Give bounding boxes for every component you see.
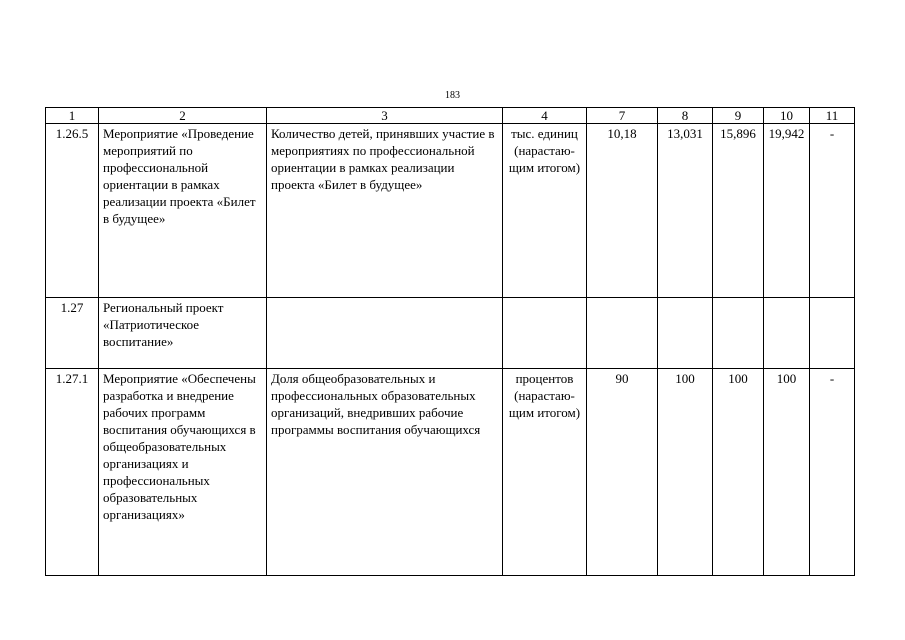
- row-name: Мероприятие «Обеспечены разработка и внедрение рабочих программ воспитания обучающихся в общеобразовательных организациях и профессиональных образовательных организациях»: [99, 369, 267, 576]
- row-name: Региональный проект «Патриотическое воспитание»: [99, 298, 267, 369]
- row-unit: тыс. единиц (нарастаю-щим итогом): [503, 124, 587, 298]
- row-indicator: Доля общеобразовательных и профессиональных образовательных организаций, внедривших рабочие программы воспитания обучающихся: [267, 369, 503, 576]
- row-name: Мероприятие «Проведение мероприятий по профессиональной ориентации в рамках реализации проекта «Билет в будущее»: [99, 124, 267, 298]
- row-value-11: [810, 298, 855, 369]
- header-cell: 3: [267, 108, 503, 124]
- row-value-8: 100: [658, 369, 713, 576]
- header-cell: 7: [587, 108, 658, 124]
- table-row: [46, 124, 855, 298]
- row-value-7: 10,18: [587, 124, 658, 298]
- header-cell: 9: [713, 108, 764, 124]
- header-cell: 4: [503, 108, 587, 124]
- row-value-9: [713, 298, 764, 369]
- row-unit: процентов (нарастаю-щим итогом): [503, 369, 587, 576]
- row-id: 1.26.5: [46, 124, 99, 298]
- table-header-row: [46, 108, 855, 124]
- row-value-11: -: [810, 124, 855, 298]
- row-indicator: Количество детей, принявших участие в мероприятиях по профессиональной ориентации в рамках реализации проекта «Билет в будущее»: [267, 124, 503, 298]
- row-value-10: 100: [764, 369, 810, 576]
- row-value-11: -: [810, 369, 855, 576]
- row-id: 1.27.1: [46, 369, 99, 576]
- row-value-10: 19,942: [764, 124, 810, 298]
- row-value-8: [658, 298, 713, 369]
- header-cell: 10: [764, 108, 810, 124]
- page-number: 183: [445, 90, 460, 101]
- table-row: [46, 369, 855, 576]
- table-row: [46, 298, 855, 369]
- header-cell: 1: [46, 108, 99, 124]
- header-cell: 2: [99, 108, 267, 124]
- header-cell: 8: [658, 108, 713, 124]
- row-value-10: [764, 298, 810, 369]
- indicators-table: [45, 107, 855, 576]
- row-value-7: 90: [587, 369, 658, 576]
- row-value-7: [587, 298, 658, 369]
- row-value-8: 13,031: [658, 124, 713, 298]
- header-cell: 11: [810, 108, 855, 124]
- row-value-9: 100: [713, 369, 764, 576]
- row-id: 1.27: [46, 298, 99, 369]
- row-value-9: 15,896: [713, 124, 764, 298]
- row-indicator: [267, 298, 503, 369]
- row-unit: [503, 298, 587, 369]
